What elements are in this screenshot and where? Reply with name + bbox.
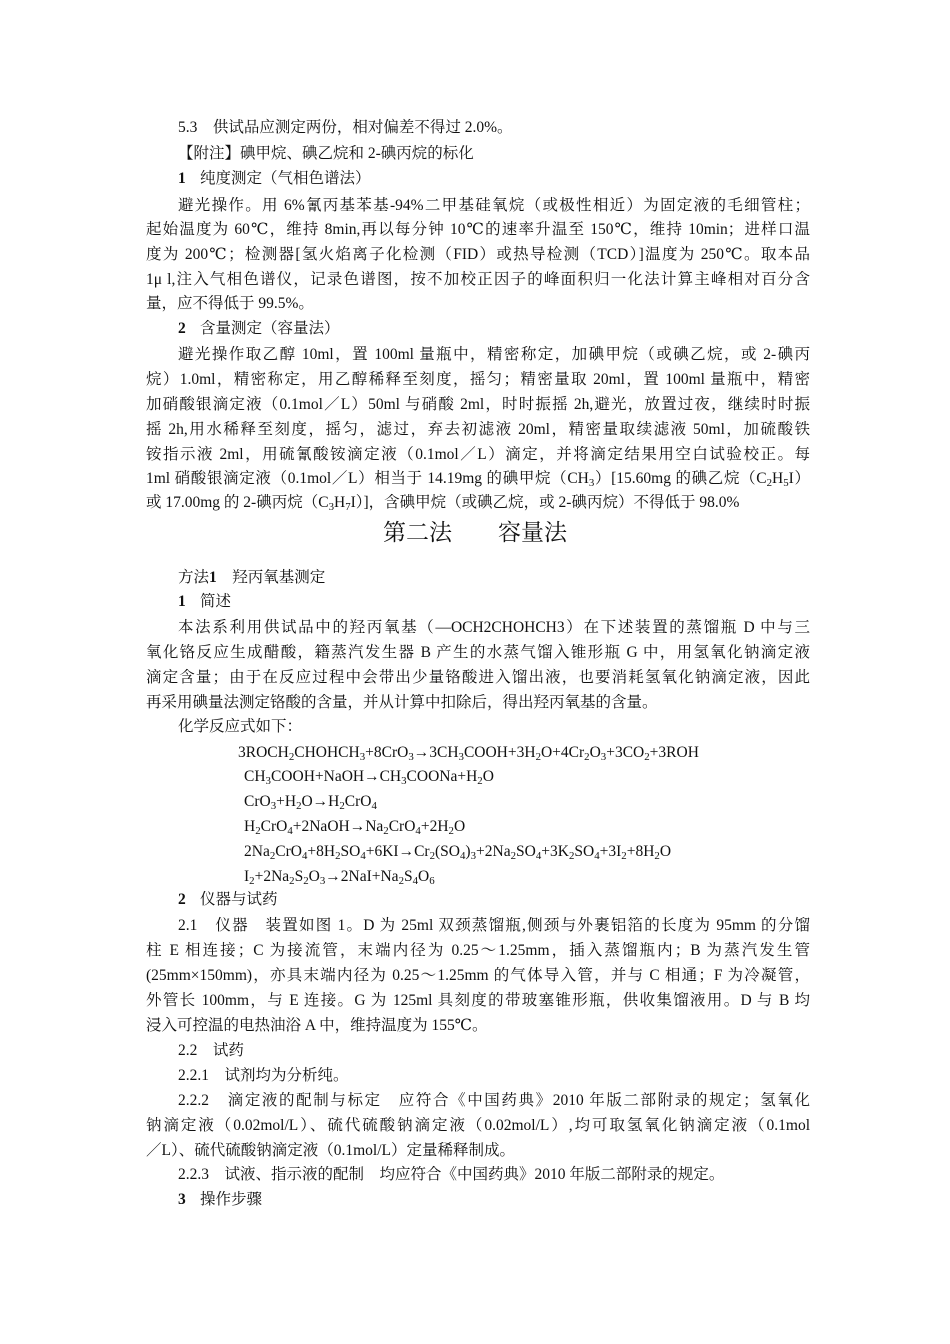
body-line: 起始温度为 60℃，维持 8min,再以每分钟 10℃的速率升温至 150℃，维持 10min；进样口温 [146, 221, 810, 238]
section-title: 纯度测定（气相色谱法） [200, 170, 371, 187]
body-line: 氧化铬反应生成醋酸，籍蒸汽发生器 B 产生的水蒸气馏入锥形瓶 G 中，用氢氧化钠滴定液 [146, 644, 810, 661]
section-2-heading [178, 888, 810, 912]
body-line: 滴定含量；由于在反应过程中会带出少量铬酸进入馏出液，也要消耗氢氧化钠滴定液，因此 [146, 669, 810, 686]
body-line: 1μ l,注入气相色谱仪，记录色谱图，按不加校正因子的峰面积归一化法计算主峰相对百分含 [146, 271, 810, 288]
body-line: 2.2.1 试剂均为分析纯。 [178, 1067, 349, 1084]
reaction-equation: $3ROCH_2CHOHCH_3+8CrO_3\to 3CH_3COOH+3H_2O+4Cr_2O_3+3CO_2+3ROH$ [238, 744, 699, 763]
appendix-heading: 【附注】碘甲烷、碘乙烷和 2-碘丙烷的标化 [178, 145, 474, 162]
method-label: 方法 [178, 569, 210, 586]
reaction-equation: $CH_3COOH+NaOH\to CH_3COONa+H_2O$ [244, 768, 494, 787]
section-title-method-2: 第二法 容量法 [383, 520, 567, 545]
body-line: 摇 2h,用水稀释至刻度，摇匀，滤过，弃去初滤液 20ml，精密量取续滤液 50ml，加硫酸铁 [146, 421, 810, 438]
section-number: 2 [178, 320, 186, 337]
paragraph-5-3: 5.3 供试品应测定两份，相对偏差不得过 2.0%。 [178, 119, 513, 136]
section-2-heading [178, 317, 810, 341]
section-title: 操作步骤 [200, 1191, 263, 1208]
section-number: 3 [178, 1191, 186, 1208]
section-number: 1 [178, 593, 186, 610]
body-line: 烷）1.0ml，精密称定，用乙醇稀释至刻度，摇匀；精密量取 20ml，置 100ml 量瓶中，精密 [146, 371, 810, 388]
body-line: (25mm×150mm)，亦具末端内径为 0.25～1.25mm 的气体导入管，并与 C 相通；F 为冷凝管， [146, 967, 810, 984]
body-line: 钠滴定液（0.02mol/L）、硫代硫酸钠滴定液（0.02mol/L）,均可取氢氧化钠滴定液（0.1mol [146, 1117, 810, 1134]
body-line: 2.2.2 滴定液的配制与标定 应符合《中国药典》2010 年版二部附录的规定；氢氧化 [178, 1092, 810, 1109]
method-title: 羟丙氧基测定 [216, 569, 326, 586]
body-line: ／L）、硫代硫酸钠滴定液（0.1mol/L）定量稀释制成。 [146, 1142, 515, 1159]
body-line: 再采用碘量法测定铬酸的含量，并从计算中扣除后，得出羟丙氧基的含量。 [146, 694, 658, 711]
reaction-equation: $H_2CrO_4+2NaOH\to Na_2CrO_4+2H_2O$ [244, 818, 466, 837]
subsection-heading: 2.2 试药 [178, 1042, 244, 1059]
body-line: 加硝酸银滴定液（0.1mol／L）50ml 与硝酸 2ml，时时振摇 2h,避光，放置过夜，继续时时振 [146, 396, 810, 413]
body-line: 量，应不得低于 99.5%。 [146, 295, 314, 312]
body-line: 2.2.3 试液、指示液的配制 均应符合《中国药典》2010 年版二部附录的规定。 [178, 1166, 725, 1183]
section-title: 简述 [200, 593, 232, 610]
body-line: 避光操作取乙醇 10ml，置 100ml 量瓶中，精密称定，加碘甲烷（或碘乙烷，或 2-碘丙 [178, 346, 810, 363]
body-line: 外管长 100mm，与 E 连接。G 为 125ml 具刻度的带玻塞锥形瓶，供收集馏液用。D 与 B 均 [146, 992, 810, 1009]
body-line: 2.1 仪器 装置如图 1。D 为 25ml 双颈蒸馏瓶,侧颈与外裹铝箔的长度为 95mm 的分馏 [178, 917, 810, 934]
reaction-equation: $I_2+2Na_2S_2O_3\to 2NaI+Na_2S_4O_6$ [244, 868, 435, 887]
method-number: 1 [209, 569, 217, 586]
reaction-intro: 化学反应式如下： [178, 718, 303, 735]
section-1-heading [178, 590, 810, 614]
body-line: 浸入可控温的电热油浴 A 中，维持温度为 155℃。 [146, 1017, 488, 1034]
section-number: 1 [178, 170, 186, 187]
reaction-equation: $2Na_2CrO_4+8H_2SO_4+6KI\to Cr_2(SO_4)_3+2Na_2SO_4+3K_2SO_4+3I_2+8H_2O$ [244, 843, 672, 862]
body-line: 本法系利用供试品中的羟丙氧基（—OCH2CHOHCH3）在下述装置的蒸馏瓶 D 中与三 [178, 619, 810, 636]
section-title: 含量测定（容量法） [200, 320, 340, 337]
method-1-heading [178, 566, 810, 590]
body-line: 柱 E 相连接；C 为接流管，末端内径为 0.25～1.25mm，插入蒸馏瓶内；B 为蒸汽发生管 [146, 942, 810, 959]
reaction-equation: $CrO_3+H_2O\to H_2CrO_4$ [244, 793, 377, 812]
section-1-heading [178, 167, 810, 191]
body-line: 1ml 硝酸银滴定液（0.1mol／L）相当于 14.19mg 的碘甲烷$(CH_3)[15.60mg$ 的碘乙烷$(C_2H_5I)$ [146, 470, 810, 489]
section-3-heading [178, 1188, 810, 1212]
body-line: 避光操作。用 6%氰丙基苯基-94%二甲基硅氧烷（或极性相近）为固定液的毛细管柱； [178, 197, 810, 214]
body-line: 或 17.00mg 的 2-碘丙烷$(C_3H_7I)$]，含碘甲烷（或碘乙烷，或 2-碘丙烷）不得低于 98.0% [146, 494, 740, 513]
body-line: 铵指示液 2ml，用硫氰酸铵滴定液（0.1mol／L）滴定，并将滴定结果用空白试验校正。每 [146, 446, 810, 463]
body-line: 度为 200℃；检测器[氢火焰离子化检测（FID）或热导检测（TCD）]温度为 250℃。取本品 [146, 246, 810, 263]
section-title: 仪器与试药 [200, 891, 278, 908]
section-number: 2 [178, 891, 186, 908]
